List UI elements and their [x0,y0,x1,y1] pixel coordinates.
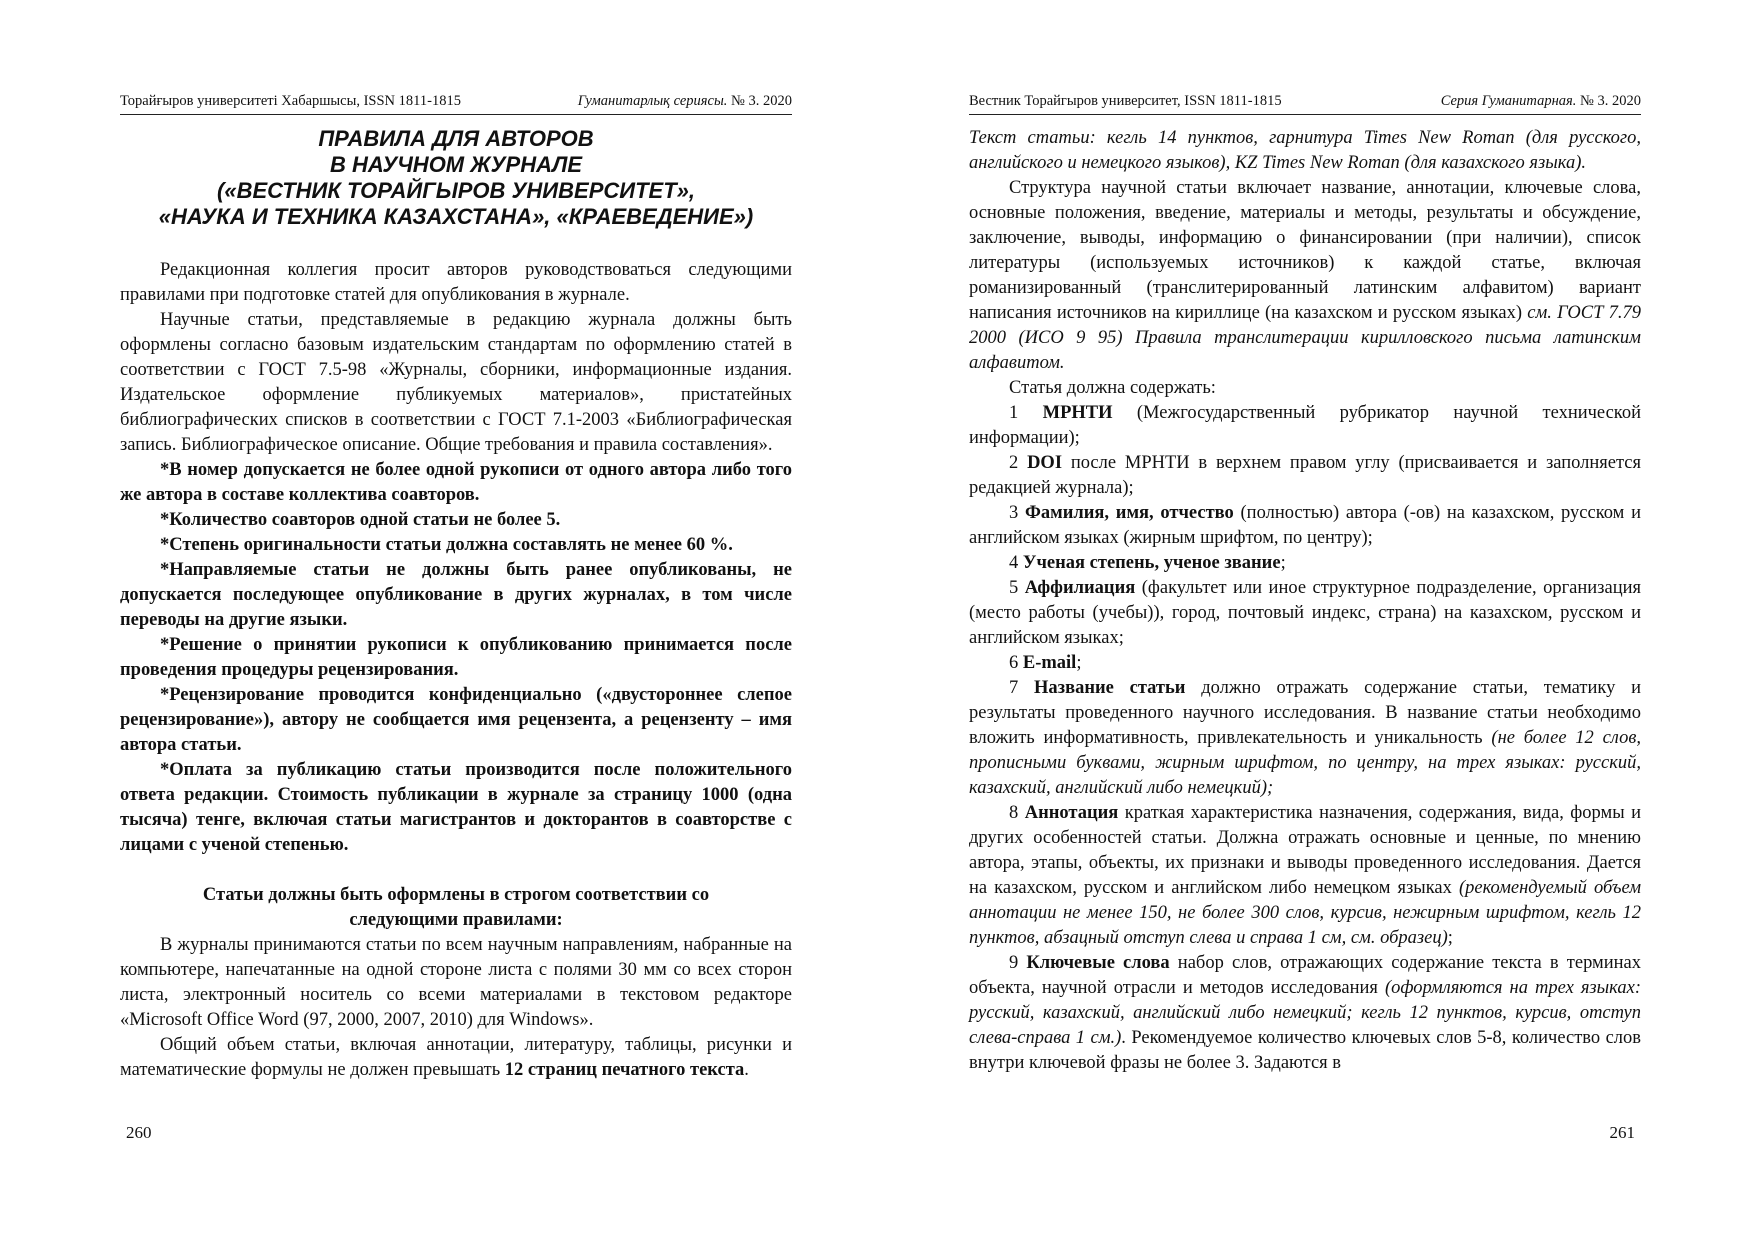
item-text: после МРНТИ в верхнем правом углу (присваивается и заполняется редакцией журнала); [969,453,1642,498]
series-issue [578,93,792,110]
paragraph [969,126,1641,176]
italic-text: (рекомендуемый объем аннотации не менее 150, не более 300 слов, курсив, нежирным шрифтом, кегль 12 пунктов, абзацный отступ слева и справа 1 см, см. образец) [969,878,1641,948]
item-number: 3 [1009,503,1025,523]
text: Общий объем статьи, включая аннотации, литературу, таблицы, рисунки и математические формулы не должен превышать [120,1035,792,1080]
text: . [744,1060,749,1080]
italic-text: (оформляются на трех языках: русский, казахский, английский либо немецкий; кегль 12 пунктов, курсив, отступ слева-справа 1 см.) [969,978,1641,1048]
item-term: Ученая степень, ученое звание [1022,553,1281,573]
item-term: МРНТИ [1042,403,1113,423]
page-number: 260 [126,1123,152,1142]
running-head [120,93,792,115]
item-number: 4 [1009,553,1023,573]
item-number: 7 [1009,678,1035,698]
rule-bold: *Направляемые статьи не должны быть ранее опубликованы, не допускается последующее опубликование в других журналах, в том числе переводы на другие языки. [120,560,792,630]
journal-name: Вестник Торайгыров университет, ISSN 1811-1815 [969,93,1282,109]
paragraph: Научные статьи, представляемые в редакцию журнала должны быть оформлены согласно базовым издательским стандартам по оформлению статей в соответствии с ГОСТ 7.5-98 «Журналы, сборники, информационные издания. Издательское оформление публикуемых материалов», пристатейных библиографических списков в соответствии с ГОСТ 7.1-2003 «Библиографическая запись. Библиографическое описание. Общие требования и правила составления». [120,310,792,455]
series-issue [1441,93,1641,110]
list-item [969,801,1641,951]
right-content [969,126,1641,1076]
list-item [969,451,1641,501]
list-item [969,951,1641,1076]
rule-bold: *Решение о принятии рукописи к опубликованию принимается после проведения процедуры рецензирования. [120,635,792,680]
subheading-line: следующими правилами: [349,910,563,930]
series-name: Серия Гуманитарная. [1440,93,1577,109]
series-name: Гуманитарлық сериясы. [577,93,728,109]
italic-text: см. ГОСТ 7.79 2000 (ИСО 9 95) Правила транслитерации кирилловского письма латинским алфавитом. [969,303,1641,373]
subheading-line: Статьи должны быть оформлены в строгом соответствии со [202,885,710,905]
page-title [120,126,792,230]
item-number: 2 [1009,453,1028,473]
item-text: должно отражать содержание статьи, тематику и результаты проведенного научного исследования. В название статьи необходимо вложить информативность, привлекательность и уникальность [969,678,1641,748]
list-item [969,551,1641,576]
item-term: Ключевые слова [1026,953,1170,973]
rule-bold: *Оплата за публикацию статьи производится после положительного ответа редакции. Стоимость публикации в журнале за страницу 1000 (одна тысяча) тенге, включая статьи магистрантов и докторантов в соавторстве с лицами с ученой степенью. [120,760,792,855]
item-term: E-mail [1022,653,1077,673]
paragraph: Статья должна содержать: [1009,378,1216,398]
item-text: . Рекомендуемое количество ключевых слов 5-8, количество слов внутри ключевой фразы не более 3. Задаются в [969,1028,1642,1073]
page-number: 261 [1609,1123,1635,1142]
bold-text: 12 страниц печатного текста [504,1060,745,1080]
italic-text: Текст статьи: кегль 14 пунктов, гарнитура Times New Roman (для русского, английского и немецкого языков), KZ Times New Roman (для казахского языка). [969,128,1641,173]
item-text: (Межгосударственный рубрикатор научной технической информации); [969,403,1642,448]
item-term: DOI [1027,453,1063,473]
issue-number: № 3. 2020 [1576,93,1641,109]
item-text: ; [1076,653,1082,673]
list-item [969,501,1641,551]
item-term: Название статьи [1034,678,1186,698]
rule-bold: *Количество соавторов одной статьи не более 5. [160,510,561,530]
item-term: Аннотация [1024,803,1119,823]
list-item [969,676,1641,801]
paragraph [120,1033,792,1083]
item-number: 9 [1009,953,1027,973]
title-line: ПРАВИЛА ДЛЯ АВТОРОВ [318,126,594,151]
paragraph: В журналы принимаются статьи по всем научным направлениям, набранные на компьютере, напечатанные на одной стороне листа с полями 30 мм со всех сторон листа, электронный носитель со всеми материалами в текстовом редакторе «Microsoft Office Word (97, 2000, 2007, 2010) для Windows». [120,935,792,1030]
item-number: 8 [1009,803,1025,823]
item-term: Аффилиация [1024,578,1136,598]
list-item [969,651,1641,676]
item-text: ; [1447,928,1453,948]
item-text: ; [1280,553,1286,573]
item-text: (факультет или иное структурное подразделение, организация (место работы (учебы)), город, почтовый индекс, страна) на казахском, русском и английском языках; [969,578,1641,648]
issue-number: № 3. 2020 [727,93,792,109]
rule-bold: *В номер допускается не более одной рукописи от одного автора либо того же автора в составе коллектива соавторов. [120,460,792,505]
title-line: В НАУЧНОМ ЖУРНАЛЕ [329,152,583,177]
left-content [120,126,792,1083]
list-item [969,401,1641,451]
item-text: (полностью) автора (-ов) на казахском, русском и английском языках (жирным шрифтом, по центру); [969,503,1642,548]
paragraph: Редакционная коллегия просит авторов руководствоваться следующими правилами при подготовке статей для опубликования в журнале. [120,260,792,305]
list-item [969,576,1641,651]
paragraph [969,176,1641,376]
italic-text: (не более 12 слов, прописными буквами, жирным шрифтом, по центру, на трех языках: русский, казахский, английский либо немецкий); [969,728,1641,798]
section-subheading [120,883,792,933]
item-term: Фамилия, имя, отчество [1024,503,1234,523]
item-text: краткая характеристика назначения, содержания, вида, формы и других особенностей статьи. Должна отражать основные и ценные, по мнению автора, этапы, объекты, их признаки и выводы проведенного исследования. Дается на казахском, русском и английском либо немецком языках [969,803,1641,898]
rule-bold: *Рецензирование проводится конфиденциально («двустороннее слепое рецензирование»), автору не сообщается имя рецензента, а рецензенту – имя автора статьи. [120,685,792,755]
running-head [969,93,1641,115]
item-number: 6 [1009,653,1023,673]
title-line: «НАУКА И ТЕХНИКА КАЗАХСТАНА», «КРАЕВЕДЕНИЕ») [158,204,754,229]
text: Структура научной статьи включает название, аннотации, ключевые слова, основные положения, введение, материалы и методы, результаты и обсуждение, заключение, выводы, информацию о финансировании (при наличии), список литературы (используемых источников) к каждой статье, включая романизированный (транслитерированный латинским алфавитом) вариант написания источников на кириллице (на казахском и русском языках) [969,178,1641,323]
rule-bold: *Степень оригинальности статьи должна составлять не менее 60 %. [160,535,733,555]
item-text: набор слов, отражающих содержание текста в терминах объекта, научной отрасли и методов исследования [969,953,1642,998]
title-line: («ВЕСТНИК ТОРАЙГЫРОВ УНИВЕРСИТЕТ», [217,178,695,203]
journal-name: Торайғыров университеті Хабаршысы, ISSN 1811-1815 [120,93,461,109]
item-number: 1 [1009,403,1043,423]
item-number: 5 [1009,578,1025,598]
